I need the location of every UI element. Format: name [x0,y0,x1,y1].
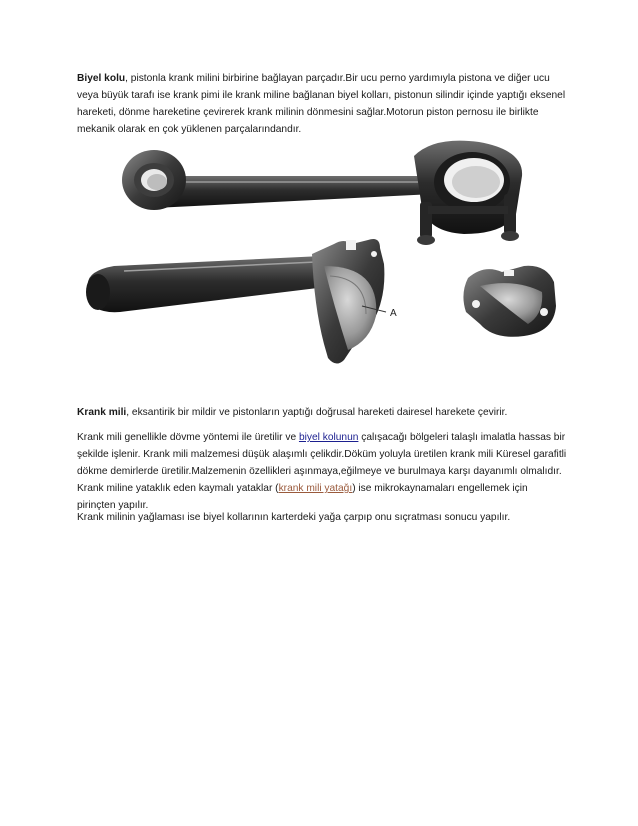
term-biyel-kolu: Biyel kolu [77,73,126,84]
lubrication-text: Krank milinin yağlaması ise biyel kollarının karterdeki yağa çarpıp onu sıçratması sonucu yapılır. [77,512,511,523]
rod-cap [463,266,556,337]
krank-text: , eksantirik bir mildir ve pistonların yaptığı doğrusal hareketi dairesel harekete çevirir. [126,407,508,418]
intro-paragraph [77,70,569,138]
connecting-rod-illustration [84,136,564,396]
assembled-connecting-rod [122,141,522,245]
connecting-rod-drawing [84,136,564,396]
production-text-middle: çalışacağı bölgeleri talaşlı imalatla hassas bir şekilde işlenir. Krank mili malzemesi düşük alaşımlı çelikdir.Döküm yoluyla üretilen krank mili Küresel garafitli dökme demirlerde üretilir.Malzemenin özellikleri aşınmaya,eğilmeye ve burulmaya karşı dayanımlı olmalıdır. Krank miline yataklık eden kaymalı yataklar ( [77,432,567,494]
rod-with-bearing-shell [86,239,386,364]
krank-mili-yatagi-link[interactable]: krank mili yatağı [278,483,353,494]
lubrication-paragraph [77,509,569,526]
callout-label-a: A [390,308,397,319]
production-paragraph [77,429,569,514]
intro-text: , pistonla krank milini birbirine bağlayan parçadır.Bir ucu perno yardımıyla pistona ve diğer ucu veya büyük tarafı ise krank pimi ile krank miline bağlanan biyel kolları, pistonun silindir içinde yaptığı eksenel hareketi, dönme hareketine çevirerek krank milinin dönmesini sağlar.Motorun piston pernosu ile birlikte mekanik olarak en çok yüklenen parçalarındandır. [77,73,566,135]
production-text-end: ) ise mikrokaynamaları engellemek için pirinçten yapılır. [77,483,528,511]
krank-paragraph [77,404,569,421]
production-text-start: Krank mili genellikle dövme yöntemi ile üretilir ve [77,432,299,443]
term-krank-mili: Krank mili [77,407,127,418]
biyel-kolunun-link[interactable]: biyel kolunun [298,432,359,443]
